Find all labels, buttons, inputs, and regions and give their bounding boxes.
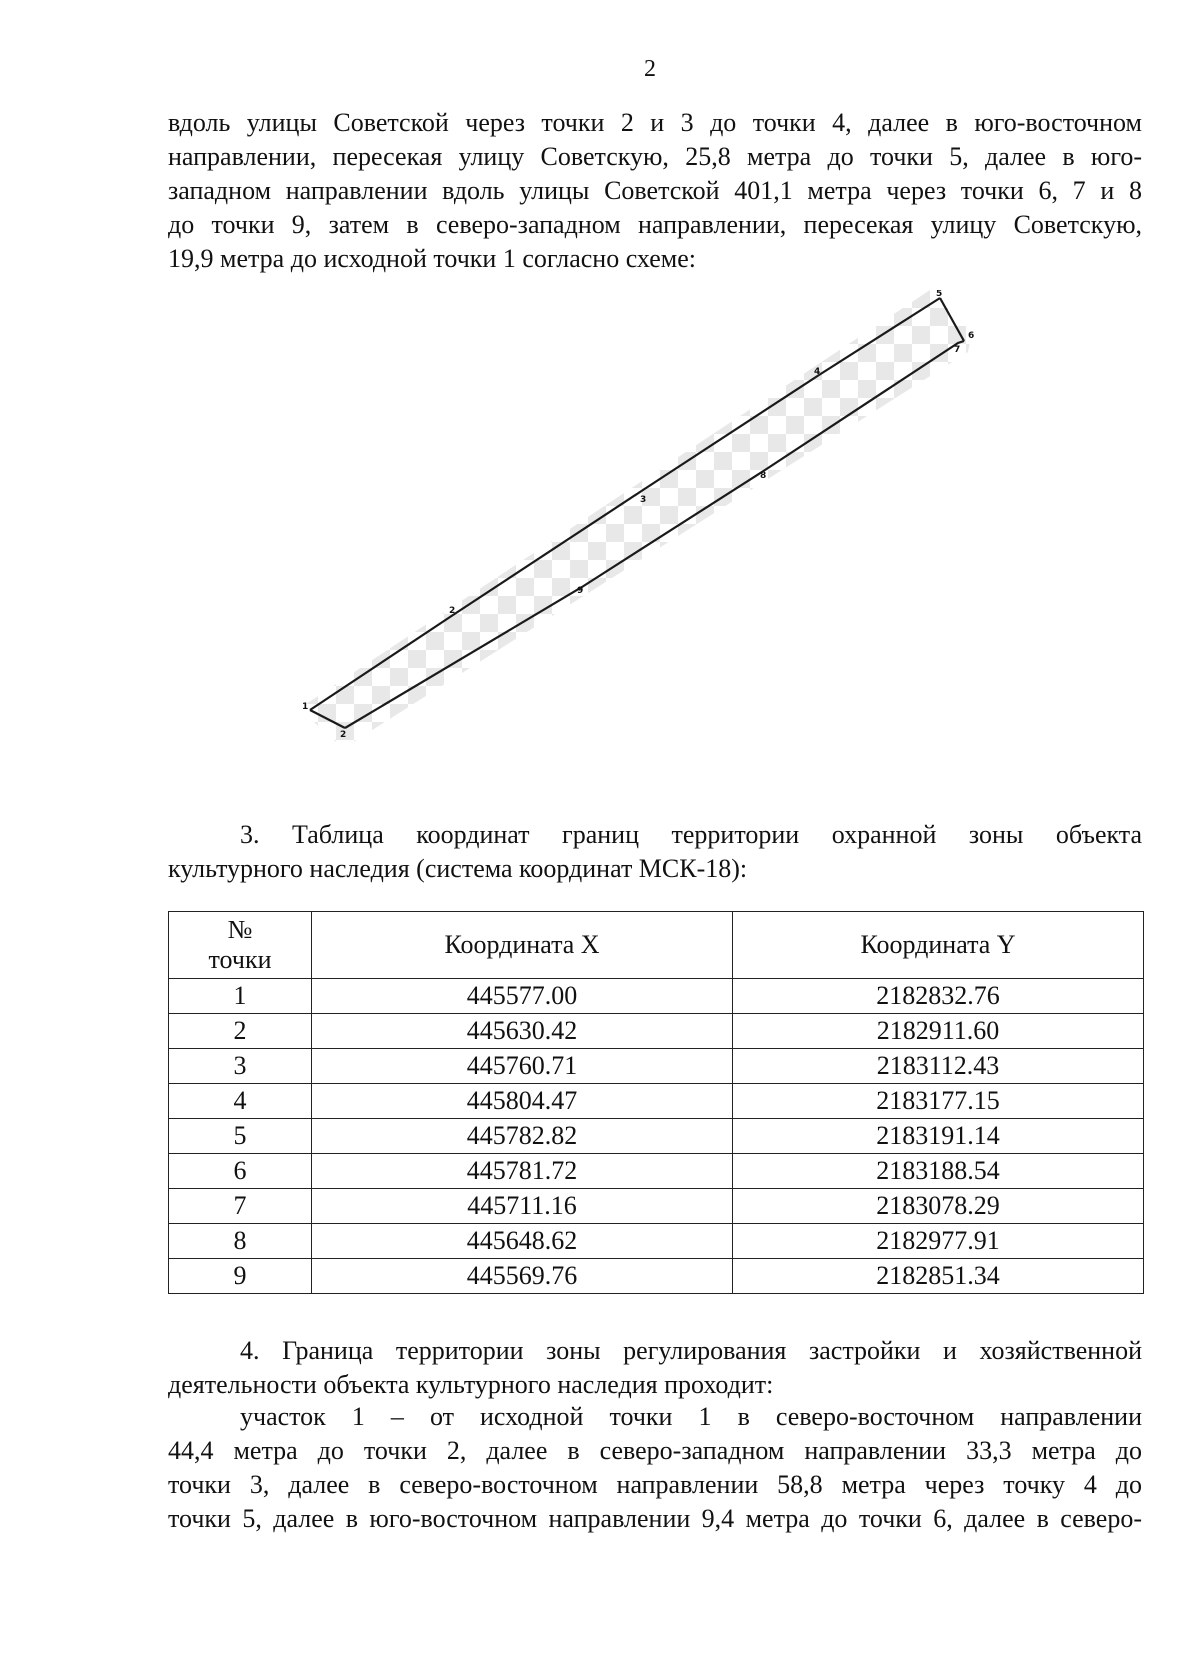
table-row <box>169 1259 1144 1294</box>
header-number-sign: № <box>227 915 253 944</box>
hatched-area <box>300 290 975 748</box>
scheme-point-label: 7 <box>954 345 961 355</box>
text-line: 19,9 метра до исходной точки 1 согласно схеме: <box>168 244 696 273</box>
boundary-scheme <box>300 290 1020 780</box>
table-row <box>169 1224 1144 1259</box>
cell-point-number: 3 <box>169 1049 312 1084</box>
cell-point-number: 8 <box>169 1224 312 1259</box>
scheme-point-label: 1 <box>302 702 309 712</box>
paragraph-route-description <box>168 106 1142 276</box>
section-3-heading <box>168 818 1142 886</box>
scheme-point-label: 8 <box>760 471 767 481</box>
cell-y: 2183188.54 <box>733 1154 1144 1189</box>
header-coordinate-x: Координата X <box>312 912 733 979</box>
cell-x: 445804.47 <box>312 1084 733 1119</box>
cell-point-number: 7 <box>169 1189 312 1224</box>
header-point-number <box>169 912 312 979</box>
cell-y: 2182911.60 <box>733 1014 1144 1049</box>
text-line: 3. Таблица координат границ территории охранной зоны объекта <box>240 820 1142 849</box>
scheme-point-label: 4 <box>814 367 821 377</box>
cell-x: 445648.62 <box>312 1224 733 1259</box>
text-line: 4. Граница территории зоны регулирования застройки и хозяйственной <box>240 1336 1142 1365</box>
text-line: точки 3, далее в северо-восточном направлении 58,8 метра через точку 4 до <box>168 1470 1142 1499</box>
text-line: деятельности объекта культурного наследия проходит: <box>168 1370 774 1399</box>
text-line: направлении, пересекая улицу Советскую, 25,8 метра до точки 5, далее в юго- <box>168 142 1142 171</box>
header-coordinate-y: Координата Y <box>733 912 1144 979</box>
text-line: до точки 9, затем в северо-западном направлении, пересекая улицу Советскую, <box>168 210 1142 239</box>
cell-y: 2183177.15 <box>733 1084 1144 1119</box>
table-header-row <box>169 912 1144 979</box>
page-number: 2 <box>644 56 656 82</box>
cell-x: 445569.76 <box>312 1259 733 1294</box>
cell-x: 445711.16 <box>312 1189 733 1224</box>
scheme-point-label: 5 <box>936 290 943 299</box>
scheme-point-label: 2 <box>340 730 347 740</box>
cell-point-number: 9 <box>169 1259 312 1294</box>
text-line: точки 5, далее в юго-восточном направлении 9,4 метра до точки 6, далее в северо- <box>168 1504 1142 1533</box>
cell-y: 2182851.34 <box>733 1259 1144 1294</box>
cell-point-number: 4 <box>169 1084 312 1119</box>
table-row <box>169 1084 1144 1119</box>
scheme-point-label: 3 <box>640 495 647 505</box>
table-row <box>169 1014 1144 1049</box>
coordinates-table <box>168 911 1144 1294</box>
table-row <box>169 979 1144 1014</box>
cell-point-number: 1 <box>169 979 312 1014</box>
scheme-point-label: 9 <box>577 586 584 596</box>
scheme-point-label: 2 <box>449 606 456 616</box>
table-row <box>169 1049 1144 1084</box>
text-line: западном направлении вдоль улицы Советской 401,1 метра через точки 6, 7 и 8 <box>168 176 1142 205</box>
scheme-point-label: 6 <box>968 331 975 341</box>
cell-point-number: 6 <box>169 1154 312 1189</box>
text-line: 44,4 метра до точки 2, далее в северо-западном направлении 33,3 метра до <box>168 1436 1142 1465</box>
table-row <box>169 1154 1144 1189</box>
cell-x: 445760.71 <box>312 1049 733 1084</box>
cell-y: 2183191.14 <box>733 1119 1144 1154</box>
cell-point-number: 5 <box>169 1119 312 1154</box>
cell-y: 2183112.43 <box>733 1049 1144 1084</box>
cell-x: 445782.82 <box>312 1119 733 1154</box>
cell-x: 445781.72 <box>312 1154 733 1189</box>
text-line: участок 1 – от исходной точки 1 в северо-восточном направлении <box>240 1402 1142 1431</box>
cell-y: 2182832.76 <box>733 979 1144 1014</box>
cell-x: 445577.00 <box>312 979 733 1014</box>
header-number-word: точки <box>208 945 272 974</box>
text-line: вдоль улицы Советской через точки 2 и 3 до точки 4, далее в юго-восточном <box>168 108 1142 137</box>
text-line: культурного наследия (система координат МСК-18): <box>168 854 748 883</box>
table-row <box>169 1119 1144 1154</box>
cell-y: 2182977.91 <box>733 1224 1144 1259</box>
cell-y: 2183078.29 <box>733 1189 1144 1224</box>
table-row <box>169 1189 1144 1224</box>
section-4-heading <box>168 1334 1142 1402</box>
cell-point-number: 2 <box>169 1014 312 1049</box>
paragraph-section-1 <box>168 1400 1142 1536</box>
cell-x: 445630.42 <box>312 1014 733 1049</box>
